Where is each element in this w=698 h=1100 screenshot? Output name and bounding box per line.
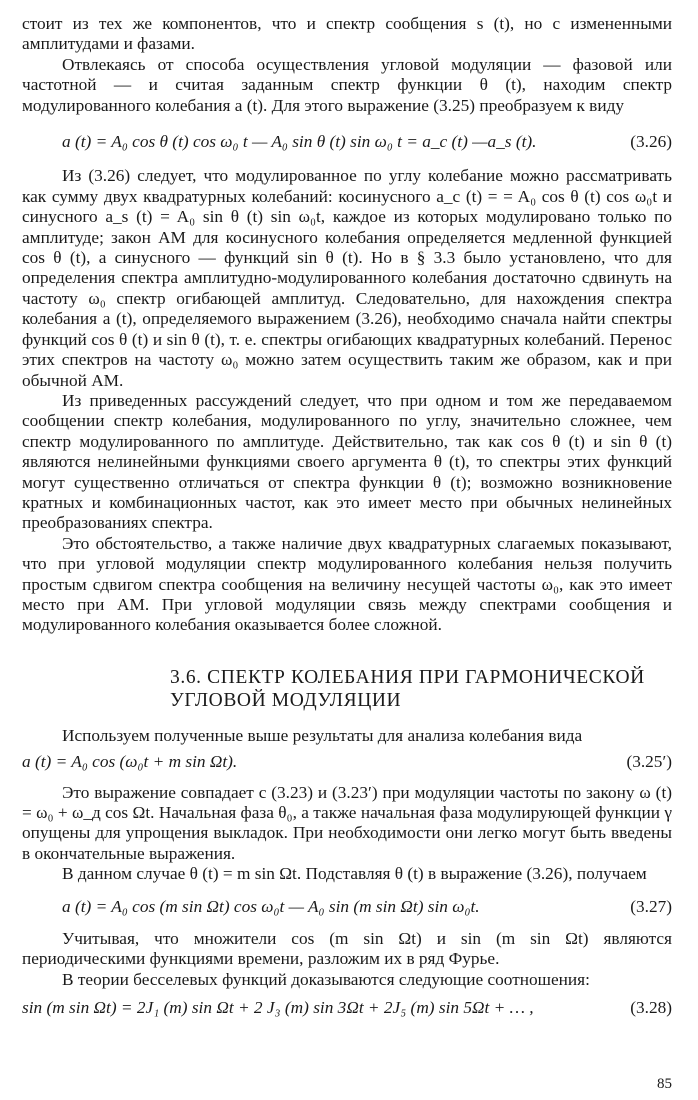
equation-3-25-prime-formula: a (t) = A₀ cos (ω₀t + m sin Ωt). bbox=[22, 752, 238, 772]
equation-3-27-formula: a (t) = A₀ cos (m sin Ωt) cos ω₀t — A₀ sin (m sin Ωt) sin ω₀t. bbox=[62, 896, 480, 916]
equation-3-27-number: (3.27) bbox=[630, 896, 672, 916]
equation-3-25-prime-number: (3.25′) bbox=[626, 752, 672, 772]
paragraph-spectrum-intro: Отвлекаясь от способа осуществления угловой модуляции — фазовой или частотной — и считая заданным спектр функции θ (t), находим спектр модулированного колебания a (t). Для этого выражение (3.25) преобразуем к виду bbox=[22, 54, 672, 115]
page-number: 85 bbox=[657, 1076, 672, 1092]
equation-3-25-prime bbox=[22, 752, 672, 772]
section-heading bbox=[22, 666, 672, 712]
equation-3-26 bbox=[22, 132, 672, 152]
section-title-line1: СПЕКТР КОЛЕБАНИЯ ПРИ ГАРМОНИЧЕСКОЙ bbox=[207, 666, 645, 688]
equation-3-26-number: (3.26) bbox=[630, 132, 672, 152]
book-page bbox=[22, 0, 672, 1100]
paragraph-substituting: В данном случае θ (t) = m sin Ωt. Подставляя θ (t) в выражение (3.26), получаем bbox=[62, 864, 647, 884]
paragraph-use-results: Используем полученные выше результаты для анализа колебания вида bbox=[62, 725, 583, 745]
paragraph-coincides: Это выражение совпадает с (3.23) и (3.23′) при модуляции частоты по закону ω (t) = ω₀ + ω_д cos Ωt. Начальная фаза θ₀, а также начальная фаза модулирующей функции γ опущены для упрощения выкладок. При необходимости они легко могут быть введены в окончательные выражения. bbox=[22, 782, 672, 863]
paragraph-circumstance: Это обстоятельство, а также наличие двух квадратурных слагаемых показывают, что при угловой модуляции спектр модулированного колебания нельзя получить простым сдвигом спектра сообщения на величину несущей частоты ω₀, как это имеет место при АМ. При угловой модуляции связь между спектрами сообщения и модулированного колебания оказывается более сложной. bbox=[22, 533, 672, 635]
paragraph-continued: стоит из тех же компонентов, что и спектр сообщения s (t), но с измененными амплитудами и фазами. bbox=[22, 14, 672, 54]
section-title-line2: УГЛОВОЙ МОДУЛЯЦИИ bbox=[170, 689, 402, 711]
section-number: 3.6. bbox=[170, 666, 202, 688]
equation-3-27 bbox=[22, 897, 672, 917]
paragraph-periodic: Учитывая, что множители cos (m sin Ωt) и sin (m sin Ωt) являются периодическими функциями времени, разложим их в ряд Фурье. bbox=[22, 929, 672, 969]
paragraph-quadrature: Из (3.26) следует, что модулированное по углу колебание можно рассматривать как сумму двух квадратурных колебаний: косинусного a_c (t) = = A₀ cos θ (t) cos ω₀t и синусного a_s (t) = A₀ sin θ (t) sin ω₀t, каждое из которых модулировано только по амплитуде; закон АМ для косинусного колебания определяется медленной функцией cos θ (t), а синусного — функций sin θ (t). Но в § 3.3 было установлено, что для определения спектра амплитудно-модулированного колебания достаточно сдвинуть на частоту ω₀ спектр огибающей амплитуд. Следовательно, для нахождения спектра колебания a (t), определяемого выражением (3.26), необходимо сначала найти спектры функций cos θ (t) и sin θ (t), т. е. спектры огибающих квадратурных колебаний. Перенос этих спектров на частоту ω₀ можно затем осуществить таким же образом, как и при обычной АМ. bbox=[22, 166, 672, 390]
equation-3-28 bbox=[22, 998, 672, 1018]
paragraph-reasoning: Из приведенных рассуждений следует, что при одном и том же передаваемом сообщении спектр колебания, модулированного по углу, значительно сложнее, чем спектр модулированного по амплитуде. Действительно, так как cos θ (t) и sin θ (t) являются нелинейными функциями своего аргумента θ (t), то спектры этих функций могут существенно отличаться от спектра функции θ (t); возможно возникновение кратных и комбинационных частот, как это имеет место при обычных нелинейных преобразованиях спектра. bbox=[22, 390, 672, 533]
equation-3-28-formula: sin (m sin Ωt) = 2J₁ (m) sin Ωt + 2 J₃ (m) sin 3Ωt + 2J₅ (m) sin 5Ωt + … , bbox=[22, 998, 534, 1018]
equation-3-26-formula: a (t) = A₀ cos θ (t) cos ω₀ t — A₀ sin θ (t) sin ω₀ t = a_c (t) —a_s (t). bbox=[62, 132, 537, 152]
equation-3-28-number: (3.28) bbox=[630, 998, 672, 1018]
paragraph-bessel: В теории бесселевых функций доказываются следующие соотношения: bbox=[62, 969, 590, 989]
